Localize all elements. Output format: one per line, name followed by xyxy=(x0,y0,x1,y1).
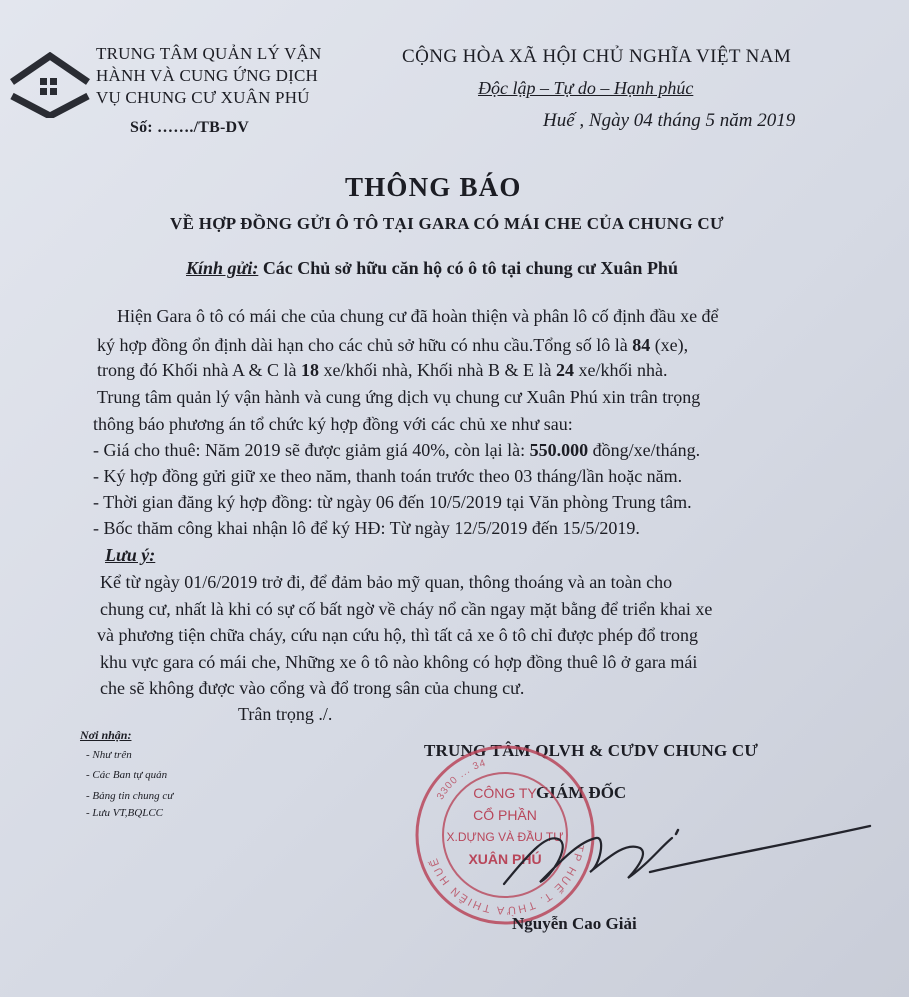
stamp-line-3: X.DỰNG VÀ ĐẦU TƯ xyxy=(446,830,564,844)
stamp-line-2: CỔ PHẦN xyxy=(473,807,537,823)
document-subtitle: VỀ HỢP ĐỒNG GỬI Ô TÔ TẠI GARA CÓ MÁI CHE CỦA CHUNG CƯ xyxy=(170,214,724,233)
recipient-item: - Bảng tin chung cư xyxy=(86,790,174,802)
recipients-label: Nơi nhận: xyxy=(80,728,132,742)
company-logo-icon xyxy=(8,52,92,118)
handwritten-signature-icon xyxy=(500,812,880,902)
signatory-name: Nguyễn Cao Giải xyxy=(512,914,637,933)
bullet-price-a: - Giá cho thuê: Năm 2019 sẽ được giảm giá 40%, còn lại là: xyxy=(93,440,530,460)
stamp-ring-text: TP HUẾ T. THỪA THIÊN HUẾ xyxy=(427,843,586,917)
country-title: CỘNG HÒA XÃ HỘI CHỦ NGHĨA VIỆT NAM xyxy=(402,46,792,67)
p1-l3-text-c: xe/khối nhà, Khối nhà B & E là xyxy=(319,360,556,380)
note-line-5: che sẽ không được vào cổng và đổ trong sân của chung cư. xyxy=(100,678,525,698)
org-name-line-1: TRUNG TÂM QUẢN LÝ VẬN xyxy=(96,44,322,63)
note-line-1: Kể từ ngày 01/6/2019 trở đi, để đảm bảo mỹ quan, thông thoáng và an toàn cho xyxy=(100,572,673,592)
org-name-line-2: HÀNH VÀ CUNG ỨNG DỊCH xyxy=(96,66,319,85)
document-title: THÔNG BÁO xyxy=(345,172,522,202)
recipient-item: - Các Ban tự quản xyxy=(86,769,168,781)
place-and-date: Huế , Ngày 04 tháng 5 năm 2019 xyxy=(543,110,796,131)
paragraph-2-line-2: thông báo phương án tổ chức ký hợp đồng với các chủ xe như sau: xyxy=(93,414,573,434)
stamp-line-1: CÔNG TY xyxy=(473,785,537,801)
p1-l3-text-e: xe/khối nhà. xyxy=(573,360,668,380)
p1-l2-text-c: (xe), xyxy=(650,335,689,355)
recipient-text: Các Chủ sở hữu căn hộ có ô tô tại chung cư Xuân Phú xyxy=(258,258,678,278)
recipient-item: - Lưu VT,BQLCC xyxy=(86,807,164,819)
lots-block-be: 24 xyxy=(555,360,574,380)
note-line-4: khu vực gara có mái che, Những xe ô tô nào không có hợp đồng thuê lô ở gara mái xyxy=(100,652,698,672)
bullet-price xyxy=(93,438,700,462)
bullet-registration-time: - Thời gian đăng ký hợp đồng: từ ngày 06 đến 10/5/2019 tại Văn phòng Trung tâm. xyxy=(93,492,692,512)
note-label: Lưu ý: xyxy=(105,545,156,565)
note-line-2: chung cư, nhất là khi có sự cố bất ngờ về cháy nổ cần ngay mặt bằng để triển khai xe xyxy=(100,599,713,619)
stamp-line-4: XUÂN PHÚ xyxy=(468,851,542,867)
national-motto: Độc lập – Tự do – Hạnh phúc xyxy=(478,78,694,98)
lots-block-ac: 18 xyxy=(301,360,319,380)
paragraph-1-line-3 xyxy=(97,358,667,382)
recipient-label: Kính gửi: xyxy=(186,258,259,278)
closing-salutation: Trân trọng ./. xyxy=(238,704,333,724)
p1-l3-text-a: trong đó Khối nhà A & C là xyxy=(97,360,301,380)
paragraph-1-line-2 xyxy=(97,333,688,357)
document-number: Số: ……./TB-DV xyxy=(130,119,250,136)
paragraph-1-line-1: Hiện Gara ô tô có mái che của chung cư đã hoàn thiện và phân lô cố định đầu xe để xyxy=(117,306,719,326)
bullet-lottery: - Bốc thăm công khai nhận lô để ký HĐ: Từ ngày 12/5/2019 đến 15/5/2019. xyxy=(93,518,640,538)
bullet-contract-terms: - Ký hợp đồng gửi giữ xe theo năm, thanh toán trước theo 03 tháng/lần hoặc năm. xyxy=(93,466,683,486)
signature-org: TRUNG TÂM QLVH & CƯDV CHUNG CƯ xyxy=(424,741,759,760)
stamp-number: 3300 ... 34 xyxy=(435,757,488,802)
signature-role: GIÁM ĐỐC xyxy=(536,783,627,802)
paragraph-2-line-1: Trung tâm quản lý vận hành và cung ứng dịch vụ chung cư Xuân Phú xin trân trọng xyxy=(97,387,701,407)
recipient-line xyxy=(186,258,678,279)
org-name-line-3: VỤ CHUNG CƯ XUÂN PHÚ xyxy=(96,88,310,107)
bullet-price-c: đồng/xe/tháng. xyxy=(588,440,701,460)
p1-l2-text-a: ký hợp đồng ổn định dài hạn cho các chủ sở hữu có nhu cầu.Tổng số lô là xyxy=(97,335,633,355)
price-value: 550.000 xyxy=(529,440,589,460)
note-line-3: và phương tiện chữa cháy, cứu nạn cứu hộ, thì tất cả xe ô tô chỉ được phép đổ trong xyxy=(97,625,698,645)
recipient-item: - Như trên xyxy=(86,749,132,761)
total-lots: 84 xyxy=(632,335,651,355)
